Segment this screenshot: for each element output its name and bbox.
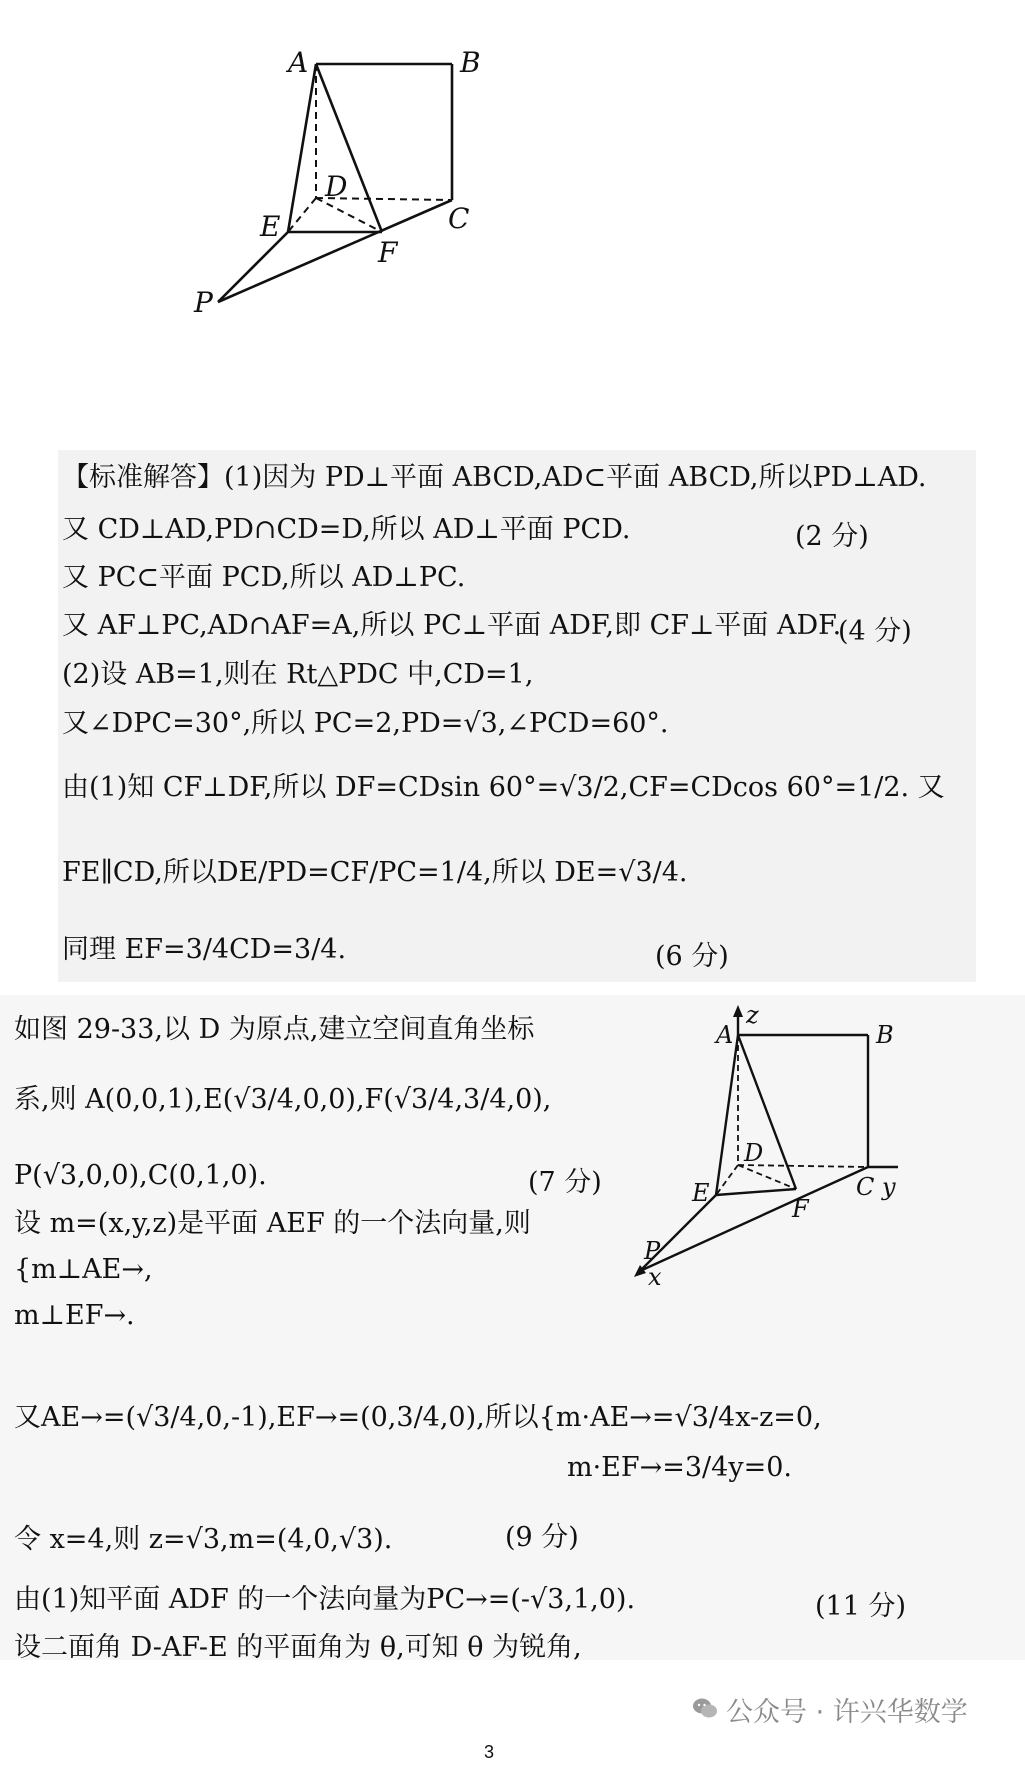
label-B: B — [460, 50, 481, 79]
sol2-line-11: 设二面角 D-AF-E 的平面角为 θ,可知 θ 为锐角, — [14, 1632, 582, 1663]
sol2-line-8: m·EF→=3/4y=0. — [567, 1452, 792, 1483]
label2-y: y — [882, 1173, 896, 1201]
label-P: P — [194, 286, 213, 319]
label2-D: D — [744, 1139, 764, 1167]
geometry-figure-2 — [620, 1005, 920, 1285]
sol1-score-2: (2 分) — [795, 521, 869, 552]
sol1-line-5: (2)设 AB=1,则在 Rt△PDC 中,CD=1, — [62, 659, 534, 690]
label-C: C — [448, 202, 470, 235]
sol2-line-5: {m⊥AE→, — [14, 1254, 153, 1285]
label-A: A — [288, 50, 309, 79]
sol1-line-2: 又 CD⊥AD,PD∩CD=D,所以 AD⊥平面 PCD. — [62, 514, 631, 545]
sol1-line-8: FE∥CD,所以DE/PD=CF/PC=1/4,所以 DE=√3/4. — [62, 857, 688, 888]
sol2-line-9: 令 x=4,则 z=√3,m=(4,0,√3). — [14, 1524, 393, 1555]
sol2-line-3: P(√3,0,0),C(0,1,0). — [14, 1160, 267, 1191]
sol1-score-4: (4 分) — [838, 616, 912, 647]
label2-F: F — [792, 1195, 809, 1223]
sol2-line-7: 又AE→=(√3/4,0,-1),EF→=(0,3/4,0),所以{m·AE→=√3/4x-z=0, — [14, 1402, 822, 1433]
label2-x: x — [648, 1263, 662, 1285]
sol1-line-4: 又 AF⊥PC,AD∩AF=A,所以 PC⊥平面 ADF,即 CF⊥平面 ADF. — [62, 610, 842, 641]
sol2-line-6: m⊥EF→. — [14, 1300, 135, 1331]
sol2-line-4: 设 m=(x,y,z)是平面 AEF 的一个法向量,则 — [14, 1208, 531, 1239]
sol2-line-1: 如图 29-33,以 D 为原点,建立空间直角坐标 — [14, 1014, 535, 1045]
label-E: E — [260, 210, 281, 243]
sol2-score-10: (11 分) — [815, 1591, 907, 1622]
label2-B: B — [876, 1021, 894, 1049]
label2-z: z — [746, 1005, 759, 1029]
label2-A: A — [716, 1021, 734, 1049]
sol2-score-9: (9 分) — [505, 1522, 579, 1553]
sol2-line-2: 系,则 A(0,0,1),E(√3/4,0,0),F(√3/4,3/4,0), — [14, 1084, 552, 1115]
sol1-score-9: (6 分) — [655, 941, 729, 972]
sol2-score-3: (7 分) — [528, 1167, 602, 1198]
watermark-text: 公众号 · 许兴华数学 — [726, 1697, 968, 1728]
wechat-icon — [692, 1697, 718, 1719]
sol1-line-3: 又 PC⊂平面 PCD,所以 AD⊥PC. — [62, 562, 466, 593]
geometry-figure-1 — [180, 50, 550, 360]
sol1-line-6: 又∠DPC=30°,所以 PC=2,PD=√3,∠PCD=60°. — [62, 708, 669, 739]
sol1-line-1: 【标准解答】(1)因为 PD⊥平面 ABCD,AD⊂平面 ABCD,所以PD⊥AD. — [62, 462, 927, 493]
label-F: F — [378, 236, 398, 269]
label2-P: P — [644, 1237, 661, 1265]
sol1-line-9: 同理 EF=3/4CD=3/4. — [62, 934, 347, 965]
sol1-line-7: 由(1)知 CF⊥DF,所以 DF=CDsin 60°=√3/2,CF=CDcos 60°=1/2. 又 — [62, 772, 945, 803]
label2-E: E — [692, 1179, 710, 1207]
page-number: 3 — [484, 1742, 495, 1762]
label2-C: C — [856, 1173, 875, 1201]
label-D: D — [325, 170, 348, 203]
sol2-line-10: 由(1)知平面 ADF 的一个法向量为PC→=(-√3,1,0). — [14, 1584, 636, 1615]
